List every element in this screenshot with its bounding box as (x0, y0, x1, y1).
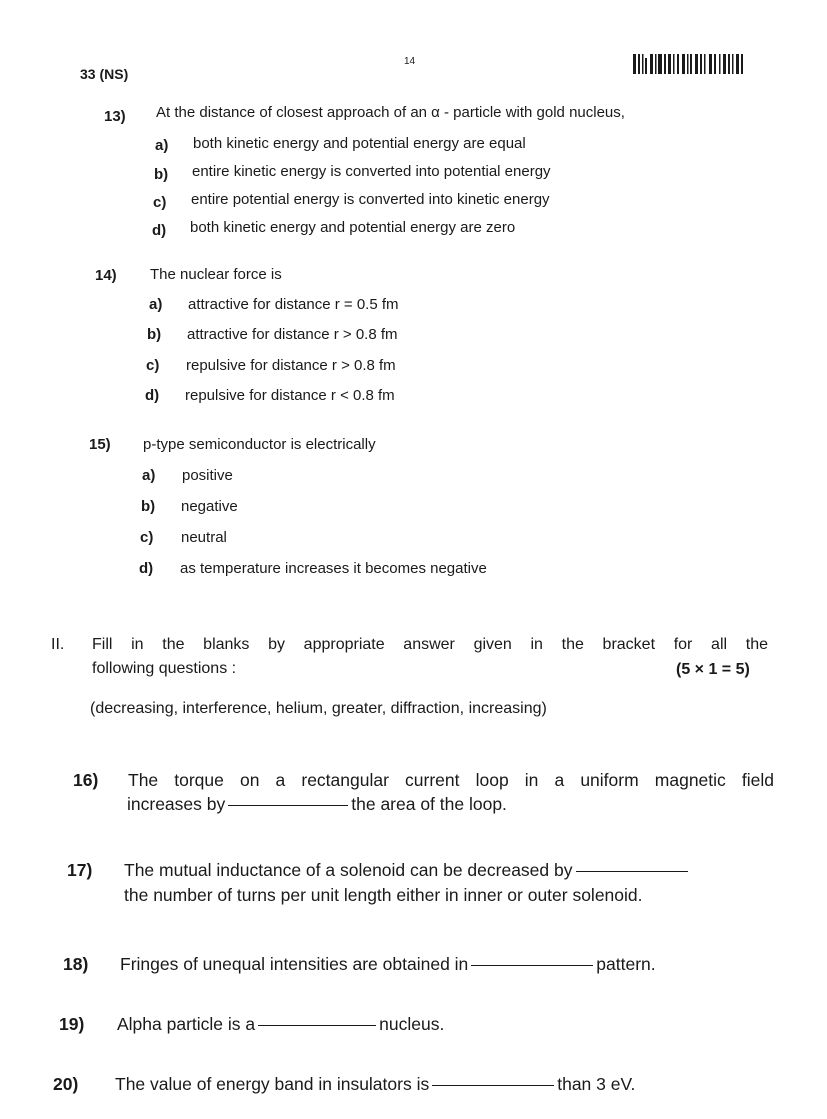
question-text-after: the area of the loop. (351, 794, 507, 814)
question-line (124, 860, 691, 881)
question-text: The nuclear force is (150, 266, 282, 283)
option-text: both kinetic energy and potential energy are equal (193, 135, 526, 152)
option-letter: d) (145, 387, 160, 404)
question-text: At the distance of closest approach of an α - particle with gold nucleus, (156, 104, 625, 121)
question-line (127, 794, 507, 815)
option-letter: a) (149, 296, 163, 313)
option-text: entire potential energy is converted into kinetic energy (191, 191, 550, 208)
question-text-after: the number of turns per unit length either in inner or outer solenoid. (124, 885, 643, 905)
option-letter: c) (140, 529, 154, 546)
barcode-icon (633, 54, 743, 74)
section-instruction-cont: following questions : (92, 660, 237, 677)
option-text: positive (182, 467, 233, 484)
page-number: 14 (404, 56, 416, 67)
option-letter: a) (155, 137, 169, 154)
question-text-before: The mutual inductance of a solenoid can be decreased by (124, 860, 573, 880)
question-text-before: Fringes of unequal intensities are obtained in (120, 954, 469, 974)
question-line (115, 1074, 635, 1095)
option-letter: c) (153, 194, 167, 211)
answer-blank[interactable] (576, 871, 688, 872)
question-line (120, 954, 656, 975)
question-text: p-type semiconductor is electrically (143, 436, 376, 453)
section-marks: (5 × 1 = 5) (676, 661, 750, 678)
option-letter: a) (142, 467, 156, 484)
option-text: entire kinetic energy is converted into potential energy (192, 163, 551, 180)
option-letter: b) (147, 326, 162, 343)
question-text-before: increases by (127, 794, 226, 814)
option-letter: b) (154, 166, 169, 183)
word-bank: (decreasing, interference, helium, greater, diffraction, increasing) (90, 700, 547, 717)
option-text: attractive for distance r = 0.5 fm (188, 296, 399, 313)
question-text-after: than 3 eV. (557, 1074, 636, 1094)
exam-code: 33 (NS) (80, 66, 129, 82)
option-text: negative (181, 498, 238, 515)
option-text: both kinetic energy and potential energy are zero (190, 219, 516, 236)
option-text: neutral (181, 529, 227, 546)
answer-blank[interactable] (258, 1025, 376, 1026)
question-number: 17) (67, 860, 93, 880)
option-letter: d) (152, 222, 167, 239)
question-text-before: Alpha particle is a (117, 1014, 256, 1034)
question-line (117, 1014, 444, 1035)
question-number: 16) (73, 770, 99, 790)
option-letter: d) (139, 560, 154, 577)
answer-blank[interactable] (432, 1085, 554, 1086)
question-number: 18) (63, 954, 89, 974)
section-numeral: II. (51, 636, 65, 653)
option-text: repulsive for distance r > 0.8 fm (186, 357, 396, 374)
answer-blank[interactable] (228, 805, 348, 806)
question-text-after: nucleus. (379, 1014, 445, 1034)
answer-blank[interactable] (471, 965, 593, 966)
question-text: The torque on a rectangular current loop in a uniform magnetic field (128, 770, 774, 790)
question-number: 15) (89, 436, 111, 453)
option-letter: c) (146, 357, 160, 374)
option-text: attractive for distance r > 0.8 fm (187, 326, 398, 343)
option-letter: b) (141, 498, 156, 515)
question-number: 13) (104, 108, 126, 125)
option-text: as temperature increases it becomes negative (180, 560, 487, 577)
option-text: repulsive for distance r < 0.8 fm (185, 387, 395, 404)
question-number: 19) (59, 1014, 85, 1034)
question-number: 14) (95, 267, 117, 284)
question-text-after: pattern. (596, 954, 656, 974)
section-instruction: Fill in the blanks by appropriate answer given in the bracket for all the (92, 636, 768, 653)
question-number: 20) (53, 1074, 79, 1094)
question-text-before: The value of energy band in insulators is (115, 1074, 430, 1094)
